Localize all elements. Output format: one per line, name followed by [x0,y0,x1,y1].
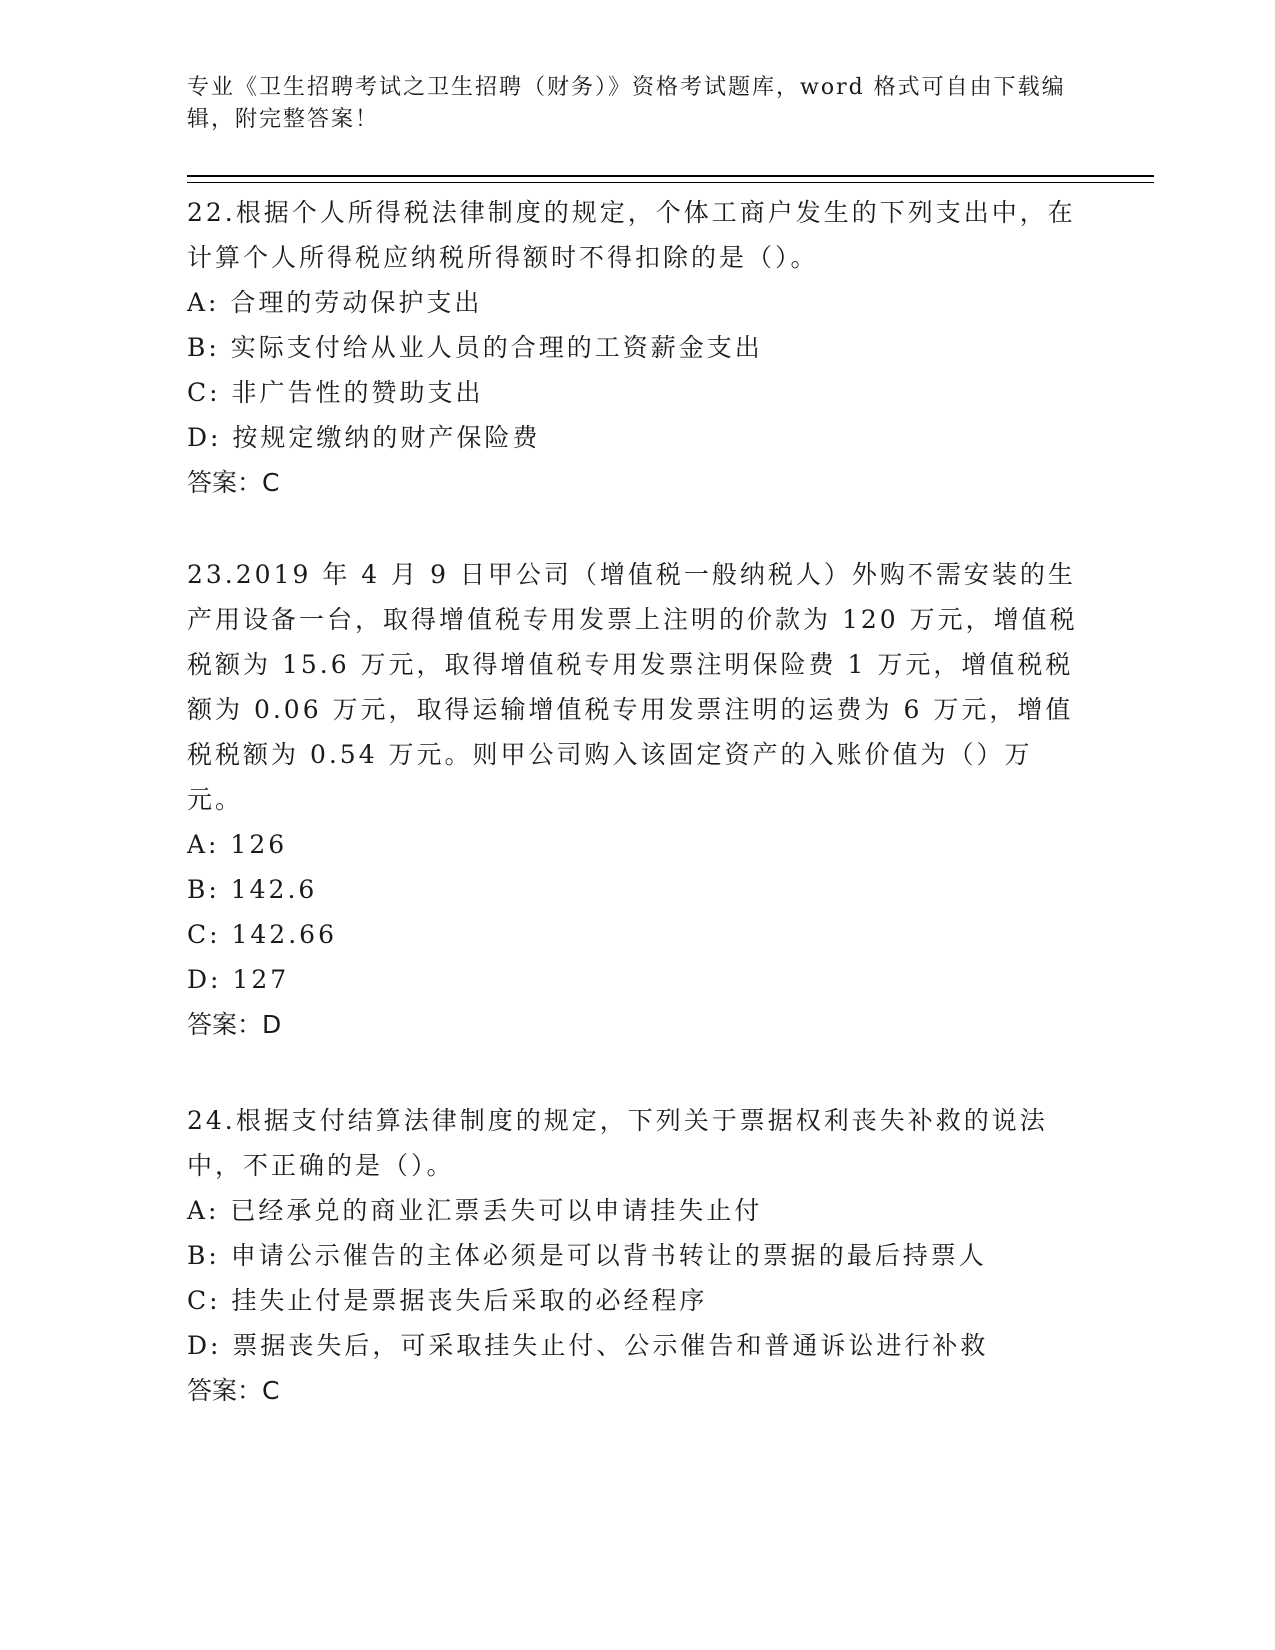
option-b: B: 实际支付给从业人员的合理的工资薪金支出 [187,333,763,362]
question-24 [187,1098,1087,1413]
option-a: A: 合理的劳动保护支出 [187,288,483,317]
question-stem: 23.2019 年 4 月 9 日甲公司（增值税一般纳税人）外购不需安装的生产用设备一台，取得增值税专用发票上注明的价款为 120 万元，增值税税额为 15.6 万元，取得增值税专用发票注明保险费 1 万元，增值税税额为 0.06 万元，取得运输增值税专用发票注明的运费为 6 万元，增值税税额为 0.54 万元。则甲公司购入该固定资产的入账价值为（）万元。 [187,560,1078,814]
option-d: D: 票据丧失后，可采取挂失止付、公示催告和普通诉讼进行补救 [187,1331,989,1360]
question-23 [187,552,1087,1047]
answer: 答案：C [187,1376,280,1405]
option-c: C: 挂失止付是票据丧失后采取的必经程序 [187,1286,708,1315]
question-stem: 22.根据个人所得税法律制度的规定，个体工商户发生的下列支出中，在计算个人所得税应纳税所得额时不得扣除的是（）。 [187,198,1076,272]
answer: 答案：C [187,468,280,497]
option-c: C: 142.66 [187,920,337,949]
question-22 [187,190,1087,505]
question-stem: 24.根据支付结算法律制度的规定，下列关于票据权利丧失补救的说法中，不正确的是（）。 [187,1106,1048,1180]
option-c: C: 非广告性的赞助支出 [187,378,484,407]
option-b: B: 申请公示催告的主体必须是可以背书转让的票据的最后持票人 [187,1241,987,1270]
header-divider-thick [187,175,1154,177]
option-d: D: 127 [187,965,290,994]
option-b: B: 142.6 [187,875,318,904]
header-divider-thin [187,182,1154,183]
answer: 答案：D [187,1010,282,1039]
option-d: D: 按规定缴纳的财产保险费 [187,423,541,452]
option-a: A: 已经承兑的商业汇票丢失可以申请挂失止付 [187,1196,763,1225]
option-a: A: 126 [187,830,288,859]
document-header: 专业《卫生招聘考试之卫生招聘（财务）》资格考试题库，word 格式可自由下载编辑，附完整答案！ [187,75,1066,132]
